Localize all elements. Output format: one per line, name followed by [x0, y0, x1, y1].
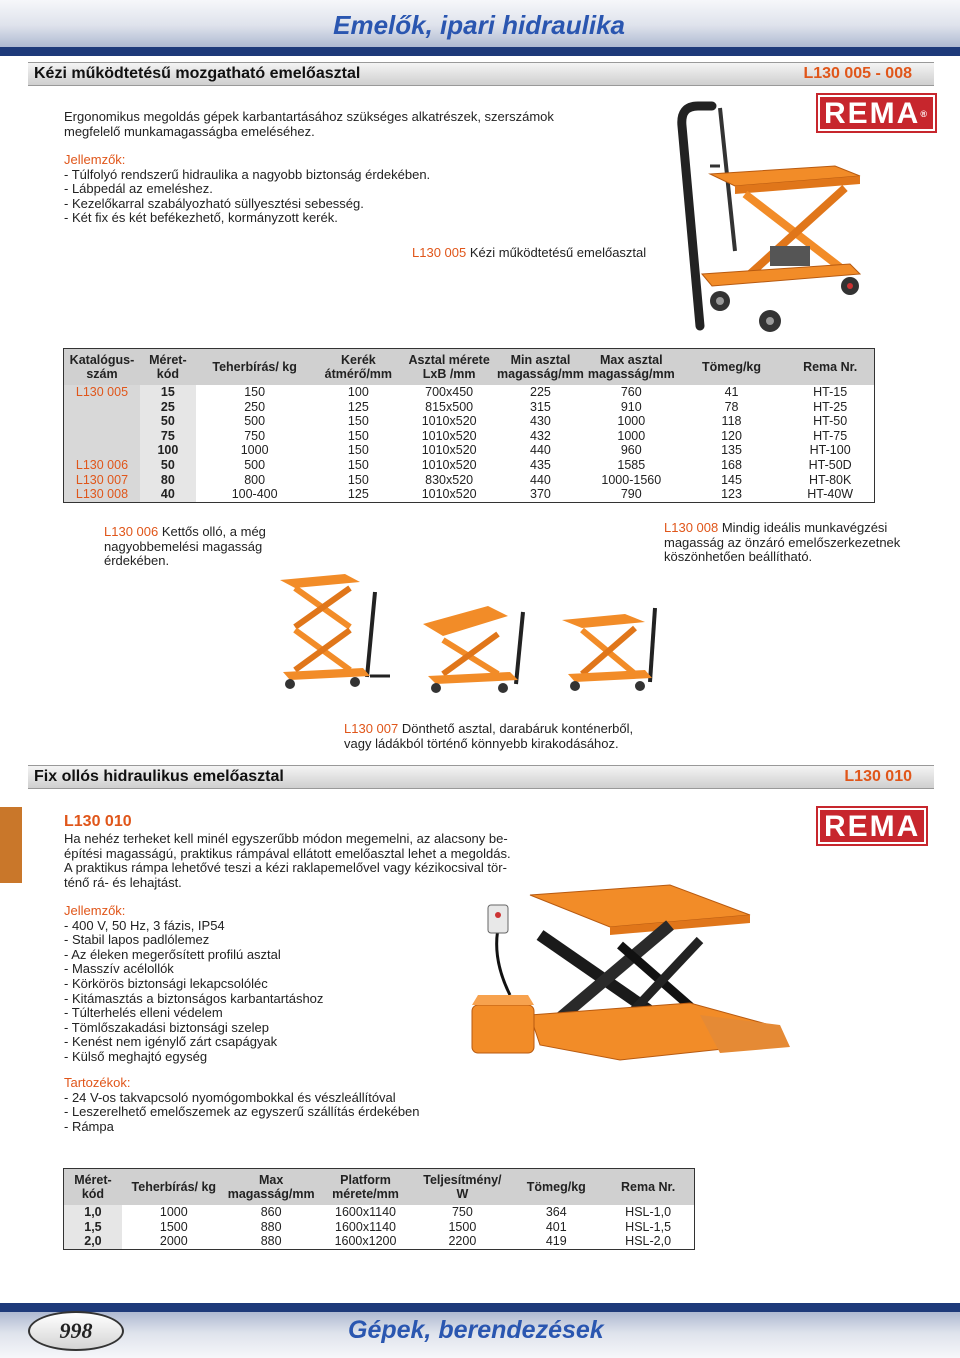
table-cell: [64, 429, 140, 444]
caption-line: érdekében.: [104, 553, 170, 569]
header-cell: Max magasság/mm: [226, 1169, 317, 1205]
table-cell: 125: [347, 399, 369, 414]
spec-table-fixed: [63, 1168, 695, 1250]
accessories-block: [64, 1076, 484, 1134]
feature-item: - Körkörös biztonsági lekapcsolóléc: [64, 975, 268, 991]
table-cell: 145: [721, 472, 742, 487]
table-cell: 500: [244, 414, 266, 429]
caption-line: Mindig ideális munkavégzési: [718, 520, 888, 535]
accessory-item: - 24 V-os takvapcsoló nyomógombokkal és vészleállítóval: [64, 1089, 396, 1105]
table-cell: 78: [724, 399, 739, 414]
table-cell: HT-80K: [808, 472, 852, 487]
header-cell: Max asztal magasság/mm: [586, 349, 677, 385]
table-cell: 41: [724, 385, 739, 399]
table-row: [64, 429, 874, 444]
intro-line: A praktikus rámpa lehetővé teszi a kézi raklapemelővel vagy kézikocsival tör-: [64, 860, 507, 876]
table-cell: 430: [530, 414, 551, 429]
table-row: [64, 385, 874, 400]
caption-code: L130 008: [664, 520, 719, 535]
feature-item: - Kitámasztás a biztonságos karbantartáshoz: [64, 990, 324, 1006]
table-row: [64, 443, 874, 458]
table-cell: 1000: [617, 428, 646, 443]
page-number: 998: [28, 1311, 124, 1351]
double-scissor-lift-image: [275, 572, 395, 692]
caption-line: magasság az önzáró emelőszerkezetnek: [664, 534, 901, 550]
caption-line: Kettős olló, a még: [158, 524, 266, 539]
table-cell: HSL-1,0: [625, 1205, 672, 1219]
table-cell: 1585: [617, 457, 646, 472]
rema-logo: [818, 808, 926, 844]
header-cell: Platform mérete/mm: [317, 1169, 415, 1205]
table-cell: 15: [140, 385, 196, 400]
intro-line: ténő rá- és lehajtást.: [64, 874, 182, 890]
caption-code: L130 005: [412, 245, 467, 260]
table-cell: HSL-1,5: [625, 1219, 672, 1234]
accessories-heading: Tartozékok:: [64, 1075, 131, 1090]
spec-table-mobile: [63, 348, 875, 503]
table-cell: 750: [244, 428, 266, 443]
header-cell: Teljesítmény/ W: [414, 1169, 510, 1205]
caption-line: vagy ládákból történő könnyebb kirakodásához.: [344, 735, 619, 751]
section-bar-fixed-lift: [28, 765, 934, 789]
table-row: [64, 458, 874, 473]
table-cell: HT-25: [813, 399, 848, 414]
table-cell: HT-75: [813, 428, 848, 443]
table-cell: 1010x520: [421, 487, 477, 502]
header-cell: Rema Nr.: [786, 349, 874, 385]
logo-text: REMA: [824, 810, 921, 843]
header-cell: Rema Nr.: [602, 1169, 694, 1205]
feature-item: - Masszív acélollók: [64, 961, 174, 977]
feature-item: - Tömlőszakadási biztonsági szelep: [64, 1019, 269, 1035]
table-cell: 910: [620, 399, 642, 414]
intro-text: [64, 110, 584, 139]
table-cell: 860: [260, 1205, 282, 1219]
table-cell: HT-15: [813, 385, 848, 399]
table-row: [64, 1234, 694, 1249]
table-cell: 500: [244, 457, 266, 472]
table-row: [64, 1220, 694, 1235]
table-cell: 880: [260, 1234, 282, 1249]
section-bar-mobile-lift: [28, 62, 934, 86]
table-cell: 830x520: [425, 472, 474, 487]
table-cell: HT-40W: [807, 487, 854, 502]
header-cell: Teherbírás/ kg: [196, 349, 314, 385]
fixed-scissor-lift-image: [470, 875, 790, 1075]
table-cell: 960: [620, 443, 642, 458]
table-row: [64, 473, 874, 488]
table-cell: 225: [530, 385, 551, 399]
feature-item: - Az éleken megerősített profilú asztal: [64, 946, 281, 962]
table-cell: 315: [530, 399, 551, 414]
logo-reg: ®: [920, 109, 929, 119]
caption-main: [412, 246, 646, 261]
intro-line: Ha nehéz terheket kell minél egyszerűbb módon megemelni, az alacsony be-: [64, 831, 508, 846]
header-cell: Min asztal magasság/mm: [495, 349, 586, 385]
header-cell: Méret-kód: [140, 349, 196, 385]
table-cell: 700x450: [425, 385, 474, 399]
header-title: Emelők, ipari hidraulika: [333, 10, 625, 40]
table-cell: 118: [721, 414, 742, 429]
table-cell: 250: [244, 399, 266, 414]
table-cell: 40: [140, 487, 196, 502]
table-cell: 150: [347, 472, 369, 487]
table-cell: 1600x1140: [335, 1219, 396, 1234]
table-cell: 2000: [159, 1234, 188, 1249]
table-cell: 1010x520: [421, 457, 477, 472]
accessory-item: - Leszerelhető emelőszemek az egyszerű szállítás érdekében: [64, 1104, 420, 1120]
table-cell: 125: [347, 487, 369, 502]
table-cell: 1010x520: [421, 428, 477, 443]
table-cell: 800: [244, 472, 266, 487]
table-cell: 50: [140, 458, 196, 473]
header-cell: Teherbírás/ kg: [122, 1169, 226, 1205]
table-row: [64, 414, 874, 429]
section-code: L130 010: [844, 768, 912, 785]
intro-line: építési magasságú, praktikus rámpával ellátott emelőasztal lehet a megoldás.: [64, 845, 511, 861]
table-cell: HT-100: [809, 443, 851, 458]
intro-line: Ergonomikus megoldás gépek karbantartásához szükséges alkatrészek, szerszámok: [64, 109, 554, 124]
table-cell: 150: [347, 457, 369, 472]
table-cell: HT-50: [813, 414, 848, 429]
feature-item: - Két fix és két befékezhető, kormányzott kerék.: [64, 210, 338, 226]
table-cell: 150: [244, 385, 266, 399]
table-cell: 168: [721, 457, 742, 472]
section-title: Kézi működtetésű mozgatható emelőasztal: [34, 65, 361, 82]
table-cell: 1000: [159, 1205, 188, 1219]
header-cell: Katalógus-szám: [64, 349, 140, 385]
table-cell: 364: [545, 1205, 567, 1219]
table-row: [64, 487, 874, 502]
subtitle: L130 010: [64, 813, 132, 830]
table-cell: 419: [545, 1234, 567, 1249]
table-cell: 1010x520: [421, 414, 477, 429]
table-cell: 2200: [448, 1234, 477, 1249]
table-cell: 1000: [240, 443, 269, 458]
table-cell: 440: [530, 443, 551, 458]
accessory-item: - Rámpa: [64, 1118, 114, 1134]
table-cell: 1000: [617, 414, 646, 429]
table-cell: 100: [347, 385, 369, 399]
table-cell: 1,0: [64, 1205, 122, 1220]
features-heading: Jellemzők:: [64, 152, 126, 167]
table-cell: 150: [347, 443, 369, 458]
header-cell: Kerék átmérő/mm: [313, 349, 403, 385]
feature-item: - Stabil lapos padlólemez: [64, 932, 210, 948]
table-cell: 880: [260, 1219, 282, 1234]
table-cell: 120: [721, 428, 742, 443]
table-header-row: [64, 1169, 694, 1205]
table-cell: 123: [721, 487, 742, 502]
feature-item: - Kezelőkarral szabályozható süllyesztési sebesség.: [64, 195, 364, 211]
table-cell: 1,5: [64, 1220, 122, 1235]
section-code: L130 005 - 008: [803, 65, 912, 82]
table-cell: 440: [530, 472, 551, 487]
intro-line: megfelelő munkamagasságba emeléséhez.: [64, 123, 315, 139]
mobile-lift-table-image: [660, 96, 870, 336]
header-cell: Asztal mérete LxB /mm: [403, 349, 495, 385]
table-cell: 150: [347, 414, 369, 429]
table-cell: 50: [140, 414, 196, 429]
caption-l130-007: [344, 722, 664, 751]
caption-text: Kézi működtetésű emelőasztal: [466, 245, 647, 260]
table-header-row: [64, 349, 874, 385]
caption-line: nagyobbemelési magasság: [104, 538, 263, 554]
feature-item: - Túlfolyó rendszerű hidraulika a nagyobb biztonság érdekében.: [64, 166, 431, 182]
table-cell: 100: [140, 443, 196, 458]
table-cell: 2,0: [64, 1234, 122, 1249]
header-cell: Méret-kód: [64, 1169, 122, 1205]
table-cell: 135: [721, 443, 742, 458]
table-cell: 1600x1140: [335, 1205, 396, 1219]
table-row: [64, 1205, 694, 1220]
feature-item: - Külső meghajtó egység: [64, 1048, 208, 1064]
table-cell: 750: [451, 1205, 473, 1219]
feature-item: - Túlterhelés elleni védelem: [64, 1005, 223, 1021]
intro-text: [64, 832, 524, 890]
table-cell: 790: [620, 487, 642, 502]
table-row: [64, 400, 874, 415]
table-cell: 1600x1200: [334, 1234, 397, 1249]
features-block: [64, 153, 584, 226]
table-cell: L130 006: [64, 458, 140, 473]
caption-line: köszönhetően beállítható.: [664, 549, 813, 565]
features-block: [64, 904, 484, 1065]
logo-text: REMA: [824, 97, 921, 130]
spec-table: [64, 349, 874, 502]
footer-title: Gépek, berendezések: [348, 1316, 604, 1344]
caption-code: L130 006: [104, 524, 159, 539]
caption-code: L130 007: [344, 721, 399, 736]
caption-l130-006: [104, 525, 304, 569]
table-cell: L130 005: [64, 385, 140, 400]
header-cell: Tömeg/kg: [677, 349, 787, 385]
table-cell: 25: [140, 400, 196, 415]
table-cell: [64, 400, 140, 415]
table-cell: 75: [140, 429, 196, 444]
table-cell: L130 008: [64, 487, 140, 502]
table-cell: 435: [530, 457, 551, 472]
adjustable-lift-table-image: [560, 606, 670, 692]
table-cell: HT-50D: [808, 457, 852, 472]
table-cell: 1000-1560: [601, 472, 662, 487]
feature-item: - Kenést nem igénylő zárt csapágyak: [64, 1034, 278, 1050]
side-tab: [0, 807, 22, 883]
table-cell: L130 007: [64, 473, 140, 488]
section-title: Fix ollós hidraulikus emelőasztal: [34, 768, 284, 785]
caption-line: Dönthető asztal, darabáruk konténerből,: [398, 721, 634, 736]
table-cell: 370: [530, 487, 551, 502]
table-cell: 100-400: [231, 487, 278, 502]
table-cell: 1010x520: [421, 443, 477, 458]
table-cell: 401: [545, 1219, 567, 1234]
table-cell: [64, 414, 140, 429]
table-cell: 80: [140, 473, 196, 488]
spec-table: [64, 1169, 694, 1249]
feature-item: - Lábpedál az emeléshez.: [64, 181, 213, 197]
table-cell: 1500: [448, 1219, 477, 1234]
table-cell: 760: [620, 385, 642, 399]
features-heading: Jellemzők:: [64, 903, 126, 918]
table-cell: 432: [530, 428, 551, 443]
caption-l130-008: [664, 521, 924, 565]
header-cell: Tömeg/kg: [510, 1169, 602, 1205]
table-cell: 1500: [159, 1219, 188, 1234]
feature-item: - 400 V, 50 Hz, 3 fázis, IP54: [64, 917, 225, 933]
table-cell: [64, 443, 140, 458]
tilting-lift-table-image: [418, 604, 538, 696]
table-cell: 150: [347, 428, 369, 443]
table-cell: 815x500: [425, 399, 474, 414]
table-cell: HSL-2,0: [625, 1234, 672, 1249]
